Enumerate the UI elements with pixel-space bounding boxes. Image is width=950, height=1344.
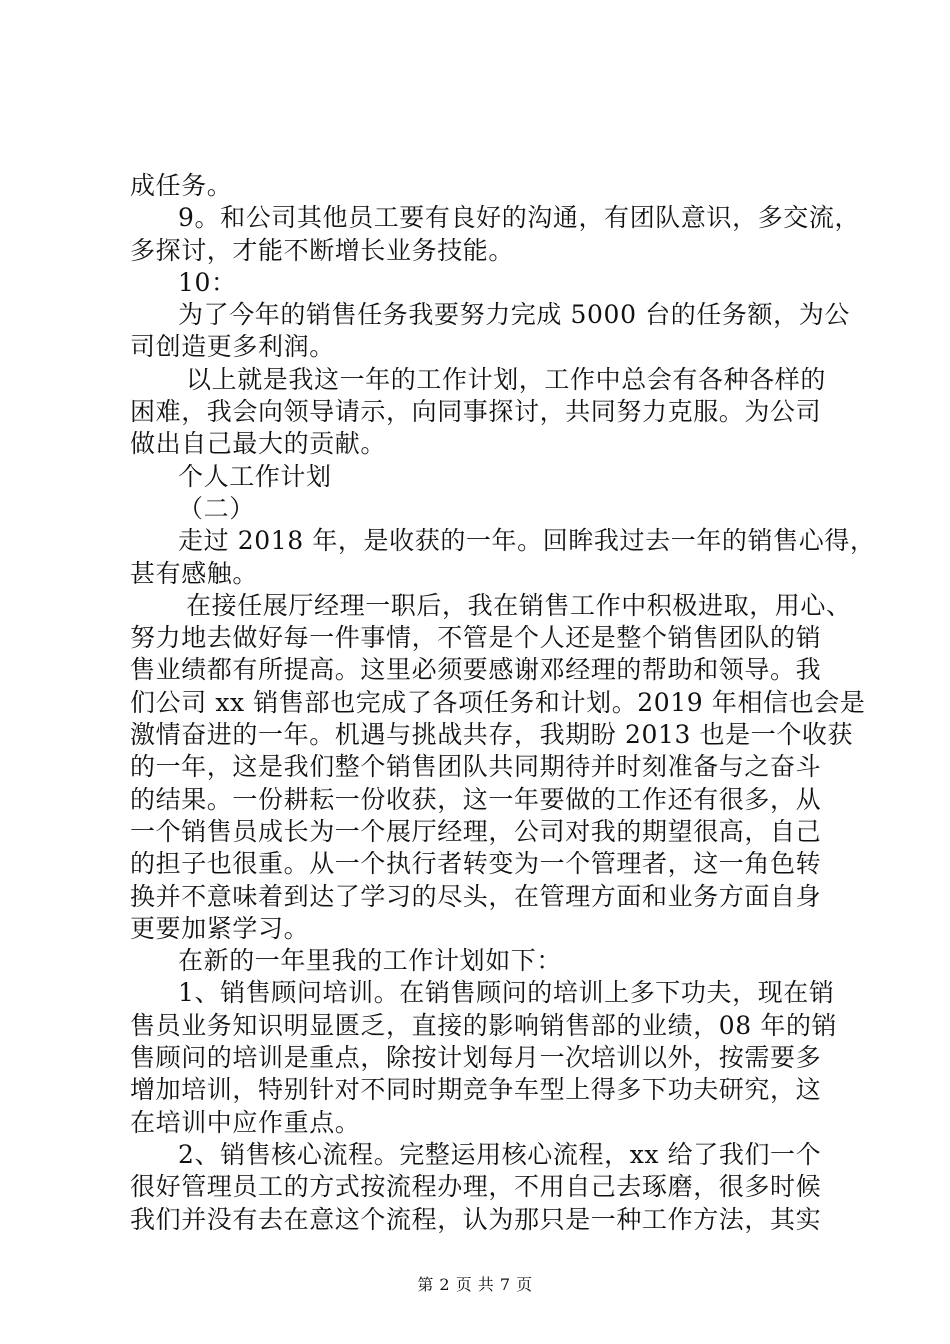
text-line: 的担子也很重。从一个执行者转变为一个管理者，这一角色转 xyxy=(130,849,822,879)
text-line: 我们并没有去在意这个流程，认为那只是一种工作方法，其实 xyxy=(130,1204,822,1234)
text-line: 为了今年的销售任务我要努力完成 5000 台的任务额，为公 xyxy=(178,300,850,330)
text-line: 在接任展厅经理一职后，我在销售工作中积极进取，用心、 xyxy=(186,590,852,620)
text-line: 一个销售员成长为一个展厅经理，公司对我的期望很高，自己 xyxy=(130,816,822,846)
text-line: 换并不意味着到达了学习的尽头，在管理方面和业务方面自身 xyxy=(130,881,822,911)
text-line: 在培训中应作重点。 xyxy=(130,1107,361,1137)
text-line: 的结果。一份耕耘一份收获，这一年要做的工作还有很多，从 xyxy=(130,784,822,814)
text-line: 们公司 xx 销售部也完成了各项任务和计划。2019 年相信也会是 xyxy=(130,687,866,717)
text-line: 努力地去做好每一件事情，不管是个人还是整个销售团队的销 xyxy=(130,623,822,653)
text-line: 9。和公司其他员工要有良好的沟通，有团队意识，多交流， xyxy=(178,203,861,233)
text-line: 走过 2018 年，是收获的一年。回眸我过去一年的销售心得， xyxy=(178,526,876,556)
list-item: 1、销售顾问培训。在销售顾问的培训上多下功夫，现在销 xyxy=(178,978,835,1008)
text-line: 售顾问的培训是重点，除按计划每月一次培训以外，按需要多 xyxy=(130,1043,822,1073)
text-line: 甚有感触。 xyxy=(130,558,259,588)
text-line: 售员业务知识明显匮乏，直接的影响销售部的业绩，08 年的销 xyxy=(130,1010,838,1040)
text-line: 在新的一年里我的工作计划如下： xyxy=(178,946,563,976)
text-line: 售业绩都有所提高。这里必须要感谢邓经理的帮助和领导。我 xyxy=(130,655,822,685)
text-line: 困难，我会向领导请示，向同事探讨，共同努力克服。为公司 xyxy=(130,397,822,427)
text-line: 做出自己最大的贡献。 xyxy=(130,429,387,459)
page-number-label: 第 2 页 共 7 页 xyxy=(417,1275,533,1294)
text-line: 10： xyxy=(178,267,237,297)
text-line: 很好管理员工的方式按流程办理，不用自己去琢磨，很多时候 xyxy=(130,1172,822,1202)
text-line: 多探讨，才能不断增长业务技能。 xyxy=(130,235,515,265)
text-line: 以上就是我这一年的工作计划，工作中总会有各种各样的 xyxy=(186,364,827,394)
text-line: 的一年，这是我们整个销售团队共同期待并时刻准备与之奋斗 xyxy=(130,752,822,782)
text-line: 成任务。 xyxy=(130,171,233,200)
section-number: （二） xyxy=(178,493,255,523)
text-line: 增加培训，特别针对不同时期竞争车型上得多下功夫研究，这 xyxy=(130,1075,822,1105)
text-line: 激情奋进的一年。机遇与挑战共存，我期盼 2013 也是一个收获 xyxy=(130,720,854,750)
document-body xyxy=(130,170,876,1236)
text-line: 司创造更多利润。 xyxy=(130,332,335,362)
text-line: 更要加紧学习。 xyxy=(130,913,310,943)
list-item: 2、销售核心流程。完整运用核心流程，xx 给了我们一个 xyxy=(178,1139,822,1169)
section-heading: 个人工作计划 xyxy=(178,461,332,491)
page-footer xyxy=(0,1272,950,1295)
